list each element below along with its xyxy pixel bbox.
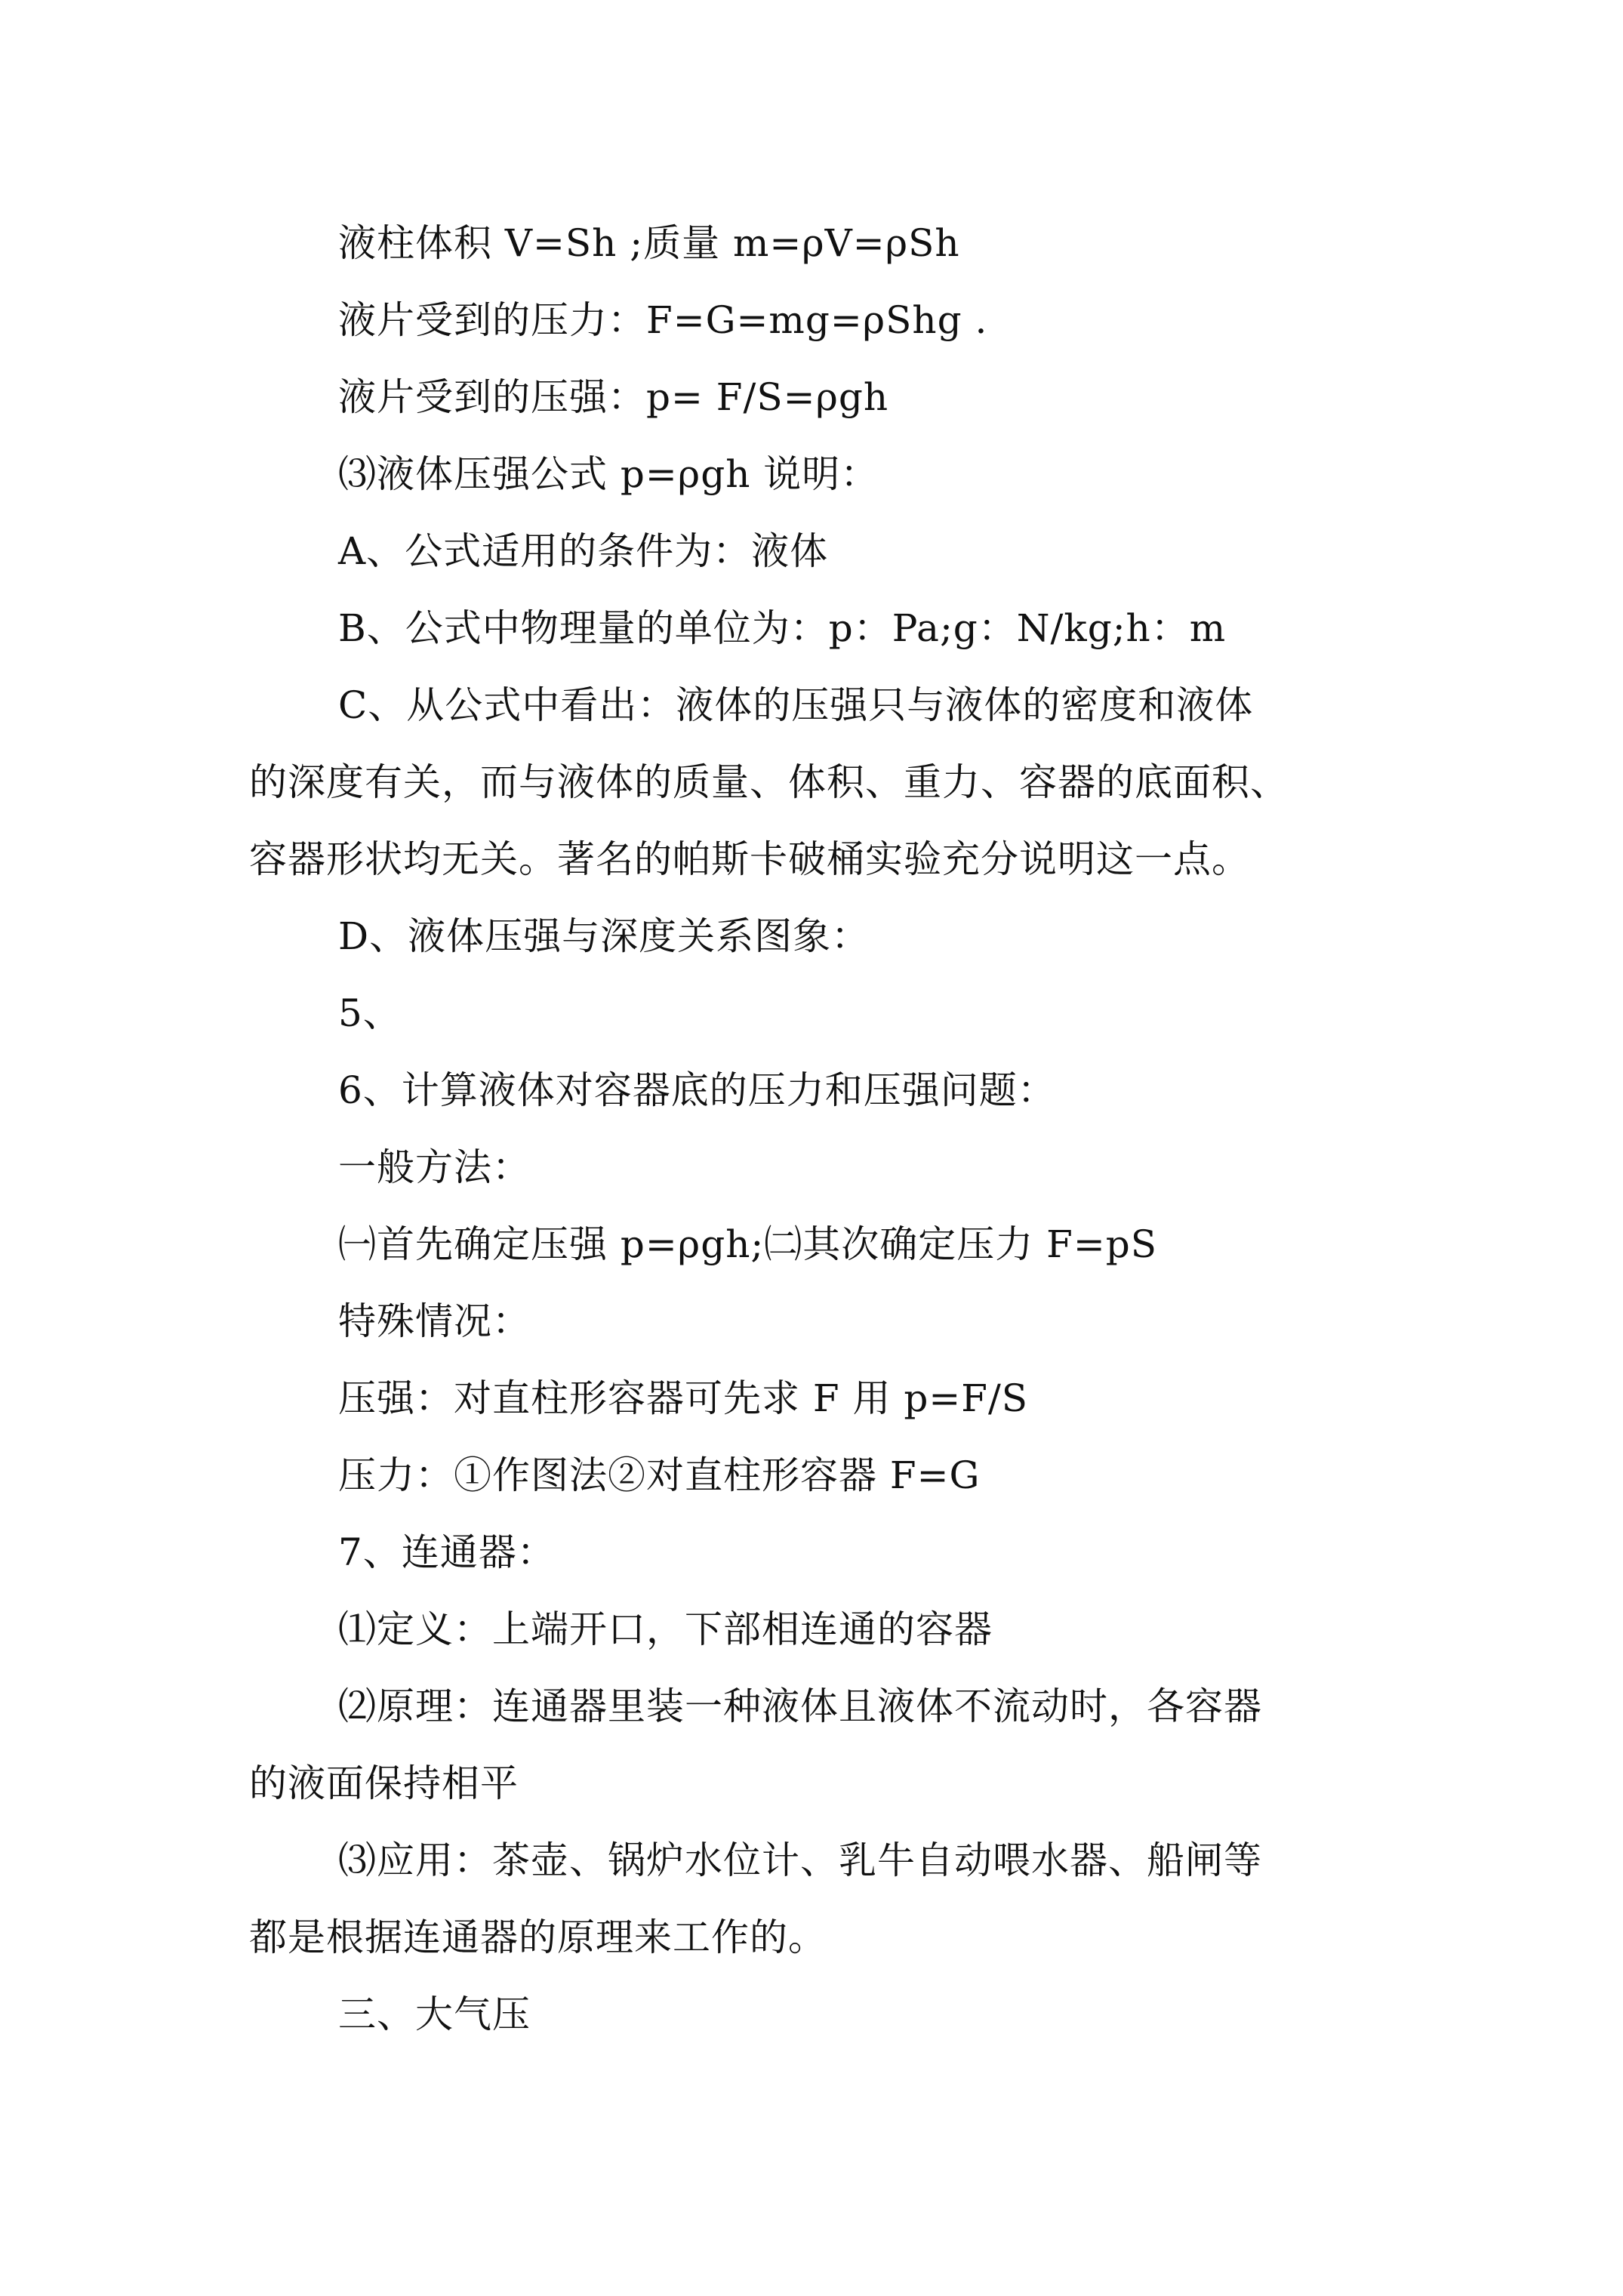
text-line-15: 特殊情况：	[338, 1299, 531, 1343]
text-line-19: ⑴定义：上端开口，下部相连通的容器	[338, 1607, 993, 1651]
text-line-4: ⑶液体压强公式 p=ρgh 说明：	[338, 452, 879, 496]
text-line-6: B、公式中物理量的单位为：p：Pa;g：N/kg;h：m	[338, 606, 1227, 650]
text-line-14: ㈠首先确定压强 p=ρgh;㈡其次确定压力 F=pS	[338, 1222, 1157, 1266]
text-line-3: 液片受到的压强：p= F/S=ρgh	[338, 375, 889, 419]
text-line-22: ⑶应用：茶壶、锅炉水位计、乳牛自动喂水器、船闸等	[338, 1838, 1262, 1882]
text-line-24: 三、大气压	[338, 1992, 531, 2036]
text-line-2: 液片受到的压力：F=G=mg=ρShg .	[338, 298, 988, 342]
text-line-12: 6、计算液体对容器底的压力和压强问题：	[338, 1068, 1056, 1112]
text-line-21: 的液面保持相平	[249, 1761, 519, 1805]
text-line-8: 的深度有关，而与液体的质量、体积、重力、容器的底面积、	[249, 760, 1289, 804]
text-line-18: 7、连通器：	[338, 1530, 556, 1574]
text-line-7: C、从公式中看出：液体的压强只与液体的密度和液体	[338, 683, 1254, 727]
text-line-9: 容器形状均无关。著名的帕斯卡破桶实验充分说明这一点。	[249, 837, 1250, 881]
text-line-23: 都是根据连通器的原理来工作的。	[249, 1915, 827, 1959]
text-line-20: ⑵原理：连通器里装一种液体且液体不流动时，各容器	[338, 1684, 1262, 1728]
text-line-11: 5、	[338, 991, 402, 1035]
text-line-13: 一般方法：	[338, 1145, 531, 1189]
text-line-17: 压力：①作图法②对直柱形容器 F=G	[338, 1453, 981, 1497]
text-line-10: D、液体压强与深度关系图象：	[338, 914, 870, 958]
text-line-5: A、公式适用的条件为：液体	[338, 529, 829, 573]
text-line-1: 液柱体积 V=Sh ;质量 m=ρV=ρSh	[338, 221, 960, 265]
text-line-16: 压强：对直柱形容器可先求 F 用 p=F/S	[338, 1376, 1029, 1420]
